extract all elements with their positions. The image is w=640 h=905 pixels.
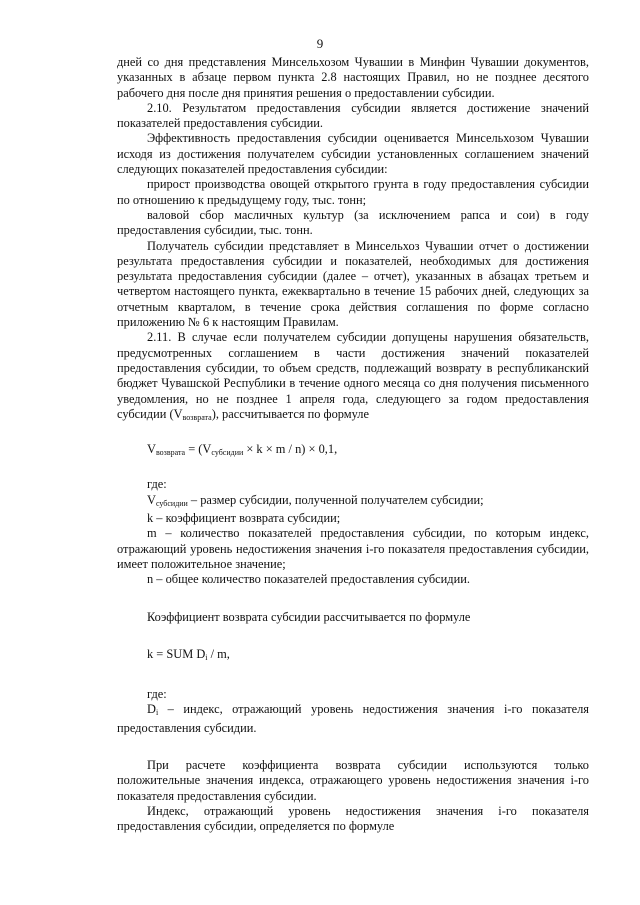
definition-di: $D_i$ – индекс, отражающий уровень недостижения значения i-го показателя предоставления субсидии. [117,702,589,735]
paragraph-index-formula: Индекс, отражающий уровень недостижения значения i-го показателя предоставления субсидии, определяется по формуле [117,803,589,834]
where-label-1: где: [147,477,167,492]
paragraph-1: дней со дня представления Минсельхозом Чувашии в Минфин Чувашии документов, указанных в абзаце первом пункта 2.8 настоящих Правил, но не позднее десятого рабочего дня после дня принятия решения о предоставлении субсидии. [117,55,589,100]
subscript-return: возврата [182,412,212,422]
formula-coefficient: k = SUM $D_i$ / m, [147,646,230,662]
paragraph-indicator-oilseeds: валовой сбор масличных культур (за исключением рапса и сои) в году предоставления субсидии, тыс. тонн. [117,207,589,238]
paragraph-report: Получатель субсидии представляет в Минсельхоз Чувашии отчет о достижении результата предоставления субсидии и показателей, необходимых для достижения результата предоставления субсидии (далее – отчет), указанных в абзацах третьем и четвертом настоящего пункта, ежеквартально в течение 15 рабочих дней, следующих за отчетным кварталом, в течение срока действия соглашения по форме согласно приложению № 6 к настоящим Правилам. [117,238,589,330]
paragraph-efficiency: Эффективность предоставления субсидии оценивается Минсельхозом Чувашии исходя из достижения получателем субсидии установленных соглашением значений следующих показателей предоставления субсидии: [117,131,589,177]
page-number: 9 [316,36,324,51]
paragraph-coefficient: Коэффициент возврата субсидии рассчитывается по формуле [147,609,471,624]
definition-n: n – общее количество показателей предоставления субсидии. [147,572,470,587]
paragraph-2-11-text: 2.11. В случае если получателем субсидии допущены нарушения обязательств, предусмотренных соглашением в части достижения значений показателей предоставления субсидии, то объем средств, подлежащий возврату в республиканский бюджет Чувашской Республики в течение одного месяца со дня получения письменного уведомления, но не позднее 1 апреля года, следующего за годом предоставления субсидии (V [117,330,589,421]
paragraph-indicator-vegetables: прирост производства овощей открытого грунта в году предоставления субсидии по отношению к предыдущему году, тыс. тонн; [117,177,589,207]
definition-v-subsidy: $V_{субсидии}$ – размер субсидии, полученной получателем субсидии; [147,492,484,508]
definition-k: k – коэффициент возврата субсидии; [147,511,341,526]
paragraph-2-11-end: ), рассчитывается по формуле [211,406,369,421]
formula-return-volume: $V_{возврата} = (V_{субсидии} \times k \times m / n) \times 0,1$, [147,442,338,458]
paragraph-2-10: 2.10. Результатом предоставления субсидии является достижение значений показателей предоставления субсидии. [117,100,589,131]
paragraph-positive-values: При расчете коэффициента возврата субсидии используются только положительные значения индекса, отражающего уровень недостижения значения i-го показателя предоставления субсидии. [117,757,589,803]
definition-m: m – количество показателей предоставления субсидии, по которым индекс, отражающий уровень недостижения значения i-го показателя предоставления субсидии, имеет положительное значение; [117,526,589,571]
document-body [117,55,589,834]
where-label-2: где: [147,687,167,702]
paragraph-2-11 [117,330,589,425]
